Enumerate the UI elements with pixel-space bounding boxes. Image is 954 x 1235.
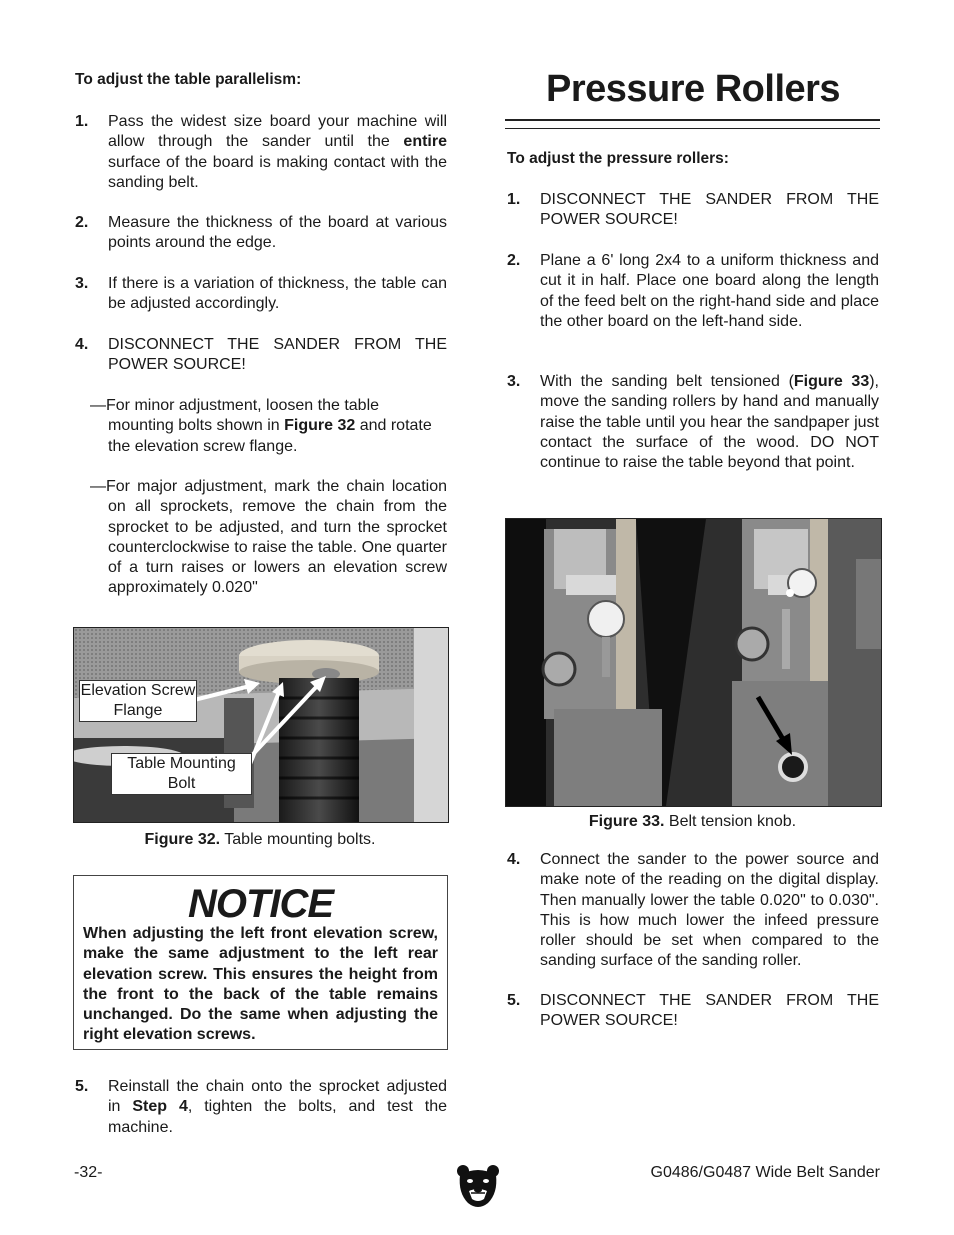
step-text: Pass the widest size board your machine will allow through the sander until the entire surface of the board is making contact with the sanding belt. xyxy=(108,113,447,191)
left-heading: To adjust the table parallelism: xyxy=(75,71,302,88)
page-title: Pressure Rollers xyxy=(546,68,841,110)
belt-tension-photo-illustration xyxy=(506,519,881,806)
step-number: 4. xyxy=(75,336,89,353)
callout-table-mounting-bolt: Table Mounting Bolt xyxy=(111,753,252,795)
page-number: -32- xyxy=(74,1164,103,1181)
step-text: Measure the thickness of the board at various points around the edge. xyxy=(108,214,447,252)
minor-adjustment-text: —For minor adjustment, loosen the table mounting bolts shown in Figure 32 and rotate the elevation screw flange. xyxy=(90,397,432,455)
notice-box xyxy=(73,875,448,1050)
figure-33-caption: Figure 33. Belt tension knob. xyxy=(588,813,797,830)
step-text: Connect the sander to the power source and make note of the reading on the digital display. Then manually lower the table 0.020" to 0.030". This is how much lower the infeed pressure roller should be set when compared to the sanding surface of the sanding roller. xyxy=(540,851,879,970)
step-text: DISCONNECT THE SANDER FROM THE POWER SOURCE! xyxy=(540,992,879,1030)
step-number: 2. xyxy=(75,214,89,231)
figure-33-photo xyxy=(505,518,882,807)
notice-title: NOTICE xyxy=(187,882,334,926)
step-number: 4. xyxy=(507,851,521,868)
title-rule-thin xyxy=(505,128,880,129)
step-number: 5. xyxy=(507,992,521,1009)
step-number: 3. xyxy=(507,373,521,390)
major-adjustment-text: —For major adjustment, mark the chain location on all sprockets, remove the chain from the sprocket to be adjusted, and turn the sprocket counterclockwise to raise the table. One quarter of a turn raises or lowers an elevation screw approximately 0.020" xyxy=(90,478,447,597)
model-name: G0486/G0487 Wide Belt Sander xyxy=(650,1164,880,1181)
step-number: 2. xyxy=(507,252,521,269)
step-number: 5. xyxy=(75,1078,89,1095)
callout-elevation-screw-flange: Elevation Screw Flange xyxy=(79,680,197,722)
figure-32-caption: Figure 32. Table mounting bolts. xyxy=(144,831,376,848)
step-text: Reinstall the chain onto the sprocket adjusted in Step 4, tighten the bolts, and test the machine. xyxy=(108,1078,448,1136)
notice-body: When adjusting the left front elevation screw, make the same adjustment to the left rear elevation screw. This ensures the height from the front to the back of the table remains unchanged. Do the same when adjusting the right elevation screws. xyxy=(83,925,438,1044)
step-text: If there is a variation of thickness, the table can be adjusted accordingly. xyxy=(108,275,447,313)
right-heading: To adjust the pressure rollers: xyxy=(507,150,729,167)
step-text: With the sanding belt tensioned (Figure 33), move the sanding rollers by hand and manually raise the table until you hear the sandpaper just contact the surface of the wood. DO NOT continue to raise the table beyond that point. xyxy=(540,373,879,472)
step-number: 1. xyxy=(507,191,521,208)
title-rule-thick xyxy=(505,119,880,121)
bear-head-icon xyxy=(456,1163,500,1211)
step-number: 3. xyxy=(75,275,89,292)
step-text: DISCONNECT THE SANDER FROM THE POWER SOURCE! xyxy=(540,191,879,229)
step-text: Plane a 6' long 2x4 to a uniform thickness and cut it in half. Place one board along the length of the feed belt on the right-hand side and place the other board on the left-hand side. xyxy=(540,252,879,330)
step-number: 1. xyxy=(75,113,89,130)
step-text: DISCONNECT THE SANDER FROM THE POWER SOURCE! xyxy=(108,336,447,374)
